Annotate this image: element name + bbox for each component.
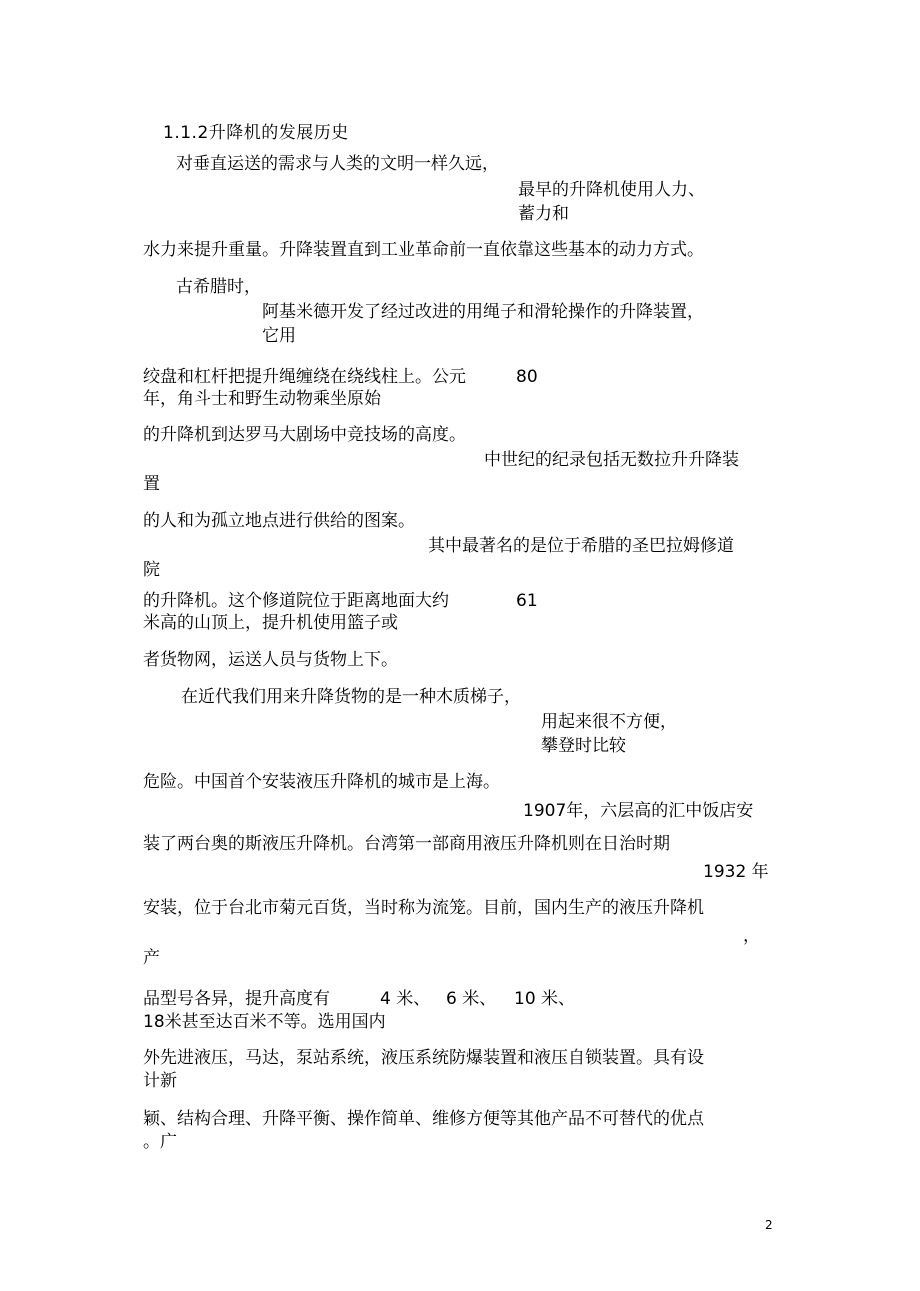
text-line: 颖、结构合理、升降平衡、操作简单、维修方便等其他产品不可替代的优点 [143, 1109, 704, 1129]
text-line: ， [743, 926, 760, 946]
text-line: 61 [516, 591, 538, 611]
text-line: 对垂直运送的需求与人类的文明一样久远， [176, 154, 499, 174]
text-line: 它用 [262, 326, 296, 346]
page-number: 2 [765, 1218, 773, 1232]
text-line: 水力来提升重量。升降装置直到工业革命前一直依靠这些基本的动力方式。 [143, 240, 704, 260]
text-line: 中世纪的纪录包括无数拉升升降装 [484, 450, 739, 470]
text-line: 其中最著名的是位于希腊的圣巴拉姆修道 [428, 536, 734, 556]
text-line: 米高的山顶上，提升机使用篮子或 [143, 613, 398, 633]
text-line: 1932 年 [703, 862, 769, 882]
text-line: 危险。中国首个安装液压升降机的城市是上海。 [143, 772, 500, 792]
text-line: 阿基米德开发了经过改进的用绳子和滑轮操作的升降装置， [262, 302, 704, 322]
text-line: 1907年，六层高的汇中饭店安 [523, 801, 754, 821]
text-line: 古希腊时， [176, 277, 261, 297]
text-line: 18米甚至达百米不等。选用国内 [143, 1012, 386, 1032]
text-line: 蓄力和 [518, 204, 569, 224]
text-line: 的人和为孤立地点进行供给的图案。 [143, 511, 415, 531]
text-line: 外先进液压，马达，泵站系统，液压系统防爆装置和液压自锁装置。具有设 [143, 1048, 704, 1068]
text-line: 最早的升降机使用人力、 [518, 180, 705, 200]
text-line: 在近代我们用来升降货物的是一种木质梯子， [181, 687, 521, 707]
section-heading: 1.1.2升降机的发展历史 [163, 123, 349, 143]
text-line: 的升降机到达罗马大剧场中竞技场的高度。 [143, 425, 466, 445]
text-line: 6 米、 [446, 989, 497, 1009]
text-line: 年，角斗士和野生动物乘坐原始 [143, 389, 381, 409]
text-line: 计新 [143, 1071, 177, 1091]
text-line: 装了两台奥的斯液压升降机。台湾第一部商用液压升降机则在日治时期 [143, 834, 670, 854]
text-line: 安装，位于台北市菊元百货，当时称为流笼。目前，国内生产的液压升降机 [143, 898, 704, 918]
text-line: 80 [516, 367, 538, 387]
text-line: 者货物网，运送人员与货物上下。 [143, 650, 398, 670]
text-line: 绞盘和杠杆把提升绳缠绕在绕线柱上。公元 [143, 367, 466, 387]
text-line: 用起来很不方便， [541, 712, 677, 732]
text-line: 院 [143, 560, 160, 580]
text-line: 。广 [143, 1132, 177, 1152]
text-line: 10 米、 [514, 989, 576, 1009]
text-line: 产 [143, 948, 160, 968]
text-line: 品型号各异，提升高度有 [143, 989, 330, 1009]
text-line: 置 [143, 474, 160, 494]
text-line: 攀登时比较 [541, 736, 626, 756]
text-line: 4 米、 [380, 989, 431, 1009]
text-line: 的升降机。这个修道院位于距离地面大约 [143, 591, 449, 611]
